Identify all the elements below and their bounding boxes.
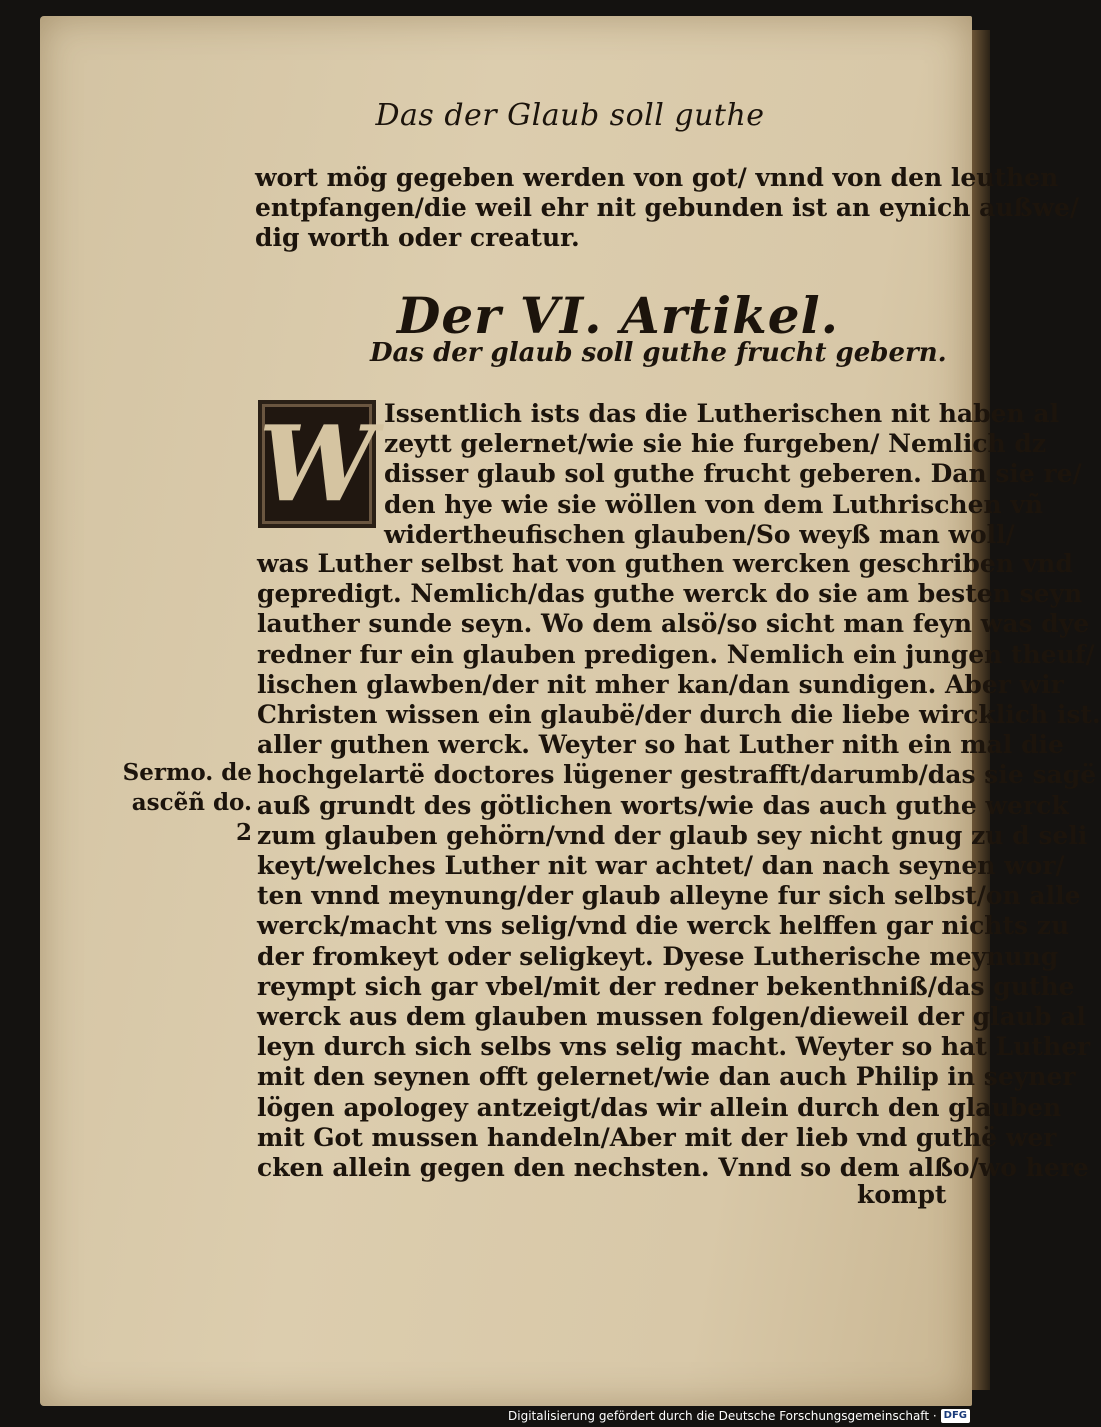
article-subtitle: Das der glaub soll guthe frucht gebern. xyxy=(370,338,947,368)
text-line: was Luther selbst hat von guthen wercken geschriben vnd xyxy=(257,549,1073,578)
catchword: kompt xyxy=(857,1180,947,1209)
text-line: gepredigt. Nemlich/das guthe werck do sie am besten seyn xyxy=(257,579,1083,609)
footer-credit: Digitalisierung gefördert durch die Deutsche Forschungsgemeinschaft · xyxy=(508,1409,937,1423)
text-line: zeytt gelernet/wie sie hie furgeben/ Nemlich dz xyxy=(384,429,1047,459)
text-line: reympt sich gar vbel/mit der redner bekenthniß/das guthe xyxy=(257,971,1075,1001)
text-line: cken allein gegen den nechsten. Vnnd so dem alßo/wo here xyxy=(257,1153,1089,1183)
text-line: aller guthen werck. Weyter so hat Luther nith ein mal die xyxy=(257,730,1064,760)
running-title: Das der Glaub soll guthe xyxy=(375,98,765,133)
text-line: keyt/welches Luther nit war achtet/ dan nach seynen wor/ xyxy=(257,851,1065,881)
text-line: mit den seynen offt gelernet/wie dan auch Philip in seyner xyxy=(257,1062,1076,1092)
text-line: mit Got mussen handeln/Aber mit der lieb vnd guthë wer xyxy=(257,1122,1057,1152)
text-line: widertheufischen glauben/So weyß man woll/ xyxy=(384,519,1015,549)
text-line: den hye wie sie wöllen von dem Luthrischen vñ xyxy=(384,489,1044,519)
text-line: werck aus dem glauben mussen folgen/dieweil der glaub al xyxy=(257,1002,1086,1032)
text-line: lögen apologey antzeigt/das wir allein durch den glauben xyxy=(257,1092,1062,1122)
intro-text xyxy=(255,163,1079,254)
digitization-footer xyxy=(508,1409,970,1423)
text-line: hochgelartë doctores lügener gestrafft/darumb/das sie sagë xyxy=(257,760,1097,790)
text-line: disser glaub sol guthe frucht geberen. Dan sie re/ xyxy=(384,459,1082,489)
initial-paragraph-lines xyxy=(384,399,1082,550)
text-line: Christen wissen ein glaubë/der durch die liebe wircklich ist. xyxy=(257,700,1101,730)
text-line: entpfangen/die weil ehr nit gebunden ist an eynich außwe/ xyxy=(255,193,1080,223)
text-line: auß grundt des götlichen worts/wie das auch guthe werck xyxy=(257,790,1069,820)
decorated-initial xyxy=(258,400,376,528)
text-line: leyn durch sich selbs vns selig macht. Weyter so hat Luther xyxy=(257,1032,1091,1062)
text-line: redner fur ein glauben predigen. Nemlich ein jungen theuf/ xyxy=(257,639,1095,669)
text-line: werck/macht vns selig/vnd die werck helffen gar nichts zu xyxy=(257,911,1070,941)
margin-note-line: ascẽñ do. 2 xyxy=(131,789,252,846)
text-line: dig worth oder creatur. xyxy=(255,223,580,253)
text-line: ten vnnd meynung/der glaub alleyne fur sich selbst/on alle xyxy=(257,881,1081,911)
dfg-logo: DFG xyxy=(941,1409,970,1423)
margin-note xyxy=(120,758,252,848)
text-line: wort mög gegeben werden von got/ vnnd von den leuthen xyxy=(255,163,1059,192)
text-line: Issentlich ists das die Lutherischen nit haben al xyxy=(384,399,1060,428)
initial-letter: W xyxy=(258,402,376,525)
text-line: der fromkeyt oder seligkeyt. Dyese Lutherische meynung xyxy=(257,941,1059,971)
text-line: zum glauben gehörn/vnd der glaub sey nicht gnug zu d seli xyxy=(257,820,1088,850)
body-text xyxy=(257,549,1101,1183)
margin-note-line: Sermo. de xyxy=(122,759,252,786)
text-line: lischen glawben/der nit mher kan/dan sundigen. Aber wir xyxy=(257,669,1064,699)
text-line: lauther sunde seyn. Wo dem alsö/so sicht man feyn was dye xyxy=(257,609,1090,639)
article-title: Der VI. Artikel. xyxy=(397,286,840,345)
